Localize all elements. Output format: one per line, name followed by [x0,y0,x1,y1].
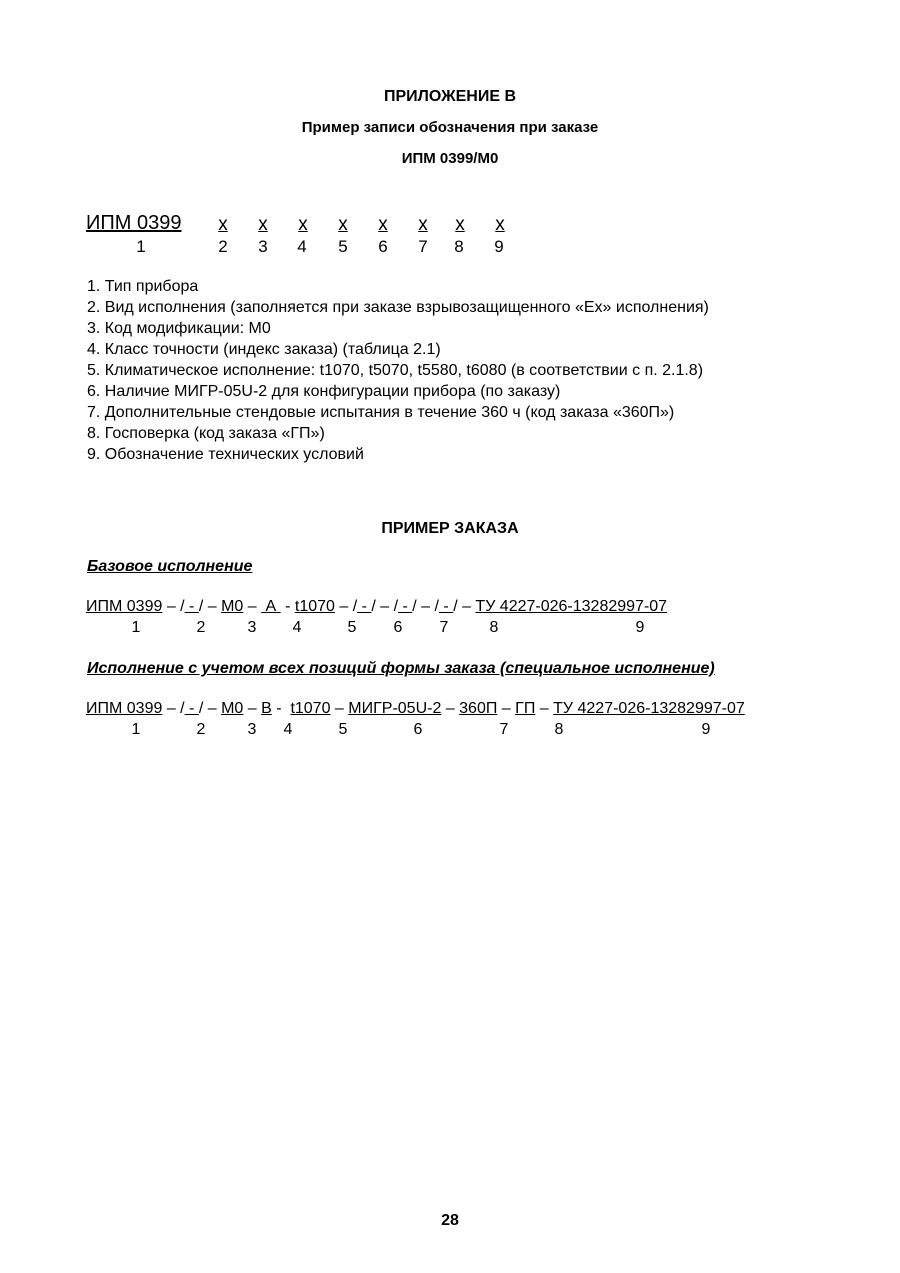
list-item: 8. Госповерка (код заказа «ГП») [87,425,325,442]
scheme-title: ИПМ 0399 [86,212,182,234]
list-item: 4. Класс точности (индекс заказа) (таблица 2.1) [87,341,441,358]
scheme-number: 8 [454,237,464,256]
position-number: 6 [413,721,423,738]
order-example-title: ПРИМЕР ЗАКАЗА [381,520,519,537]
list-item: 3. Код модификации: М0 [87,320,271,337]
position-number: 4 [292,619,302,636]
list-item: 5. Климатическое исполнение: t1070, t5070, t5580, t6080 (в соответствии с п. 2.1.8) [87,362,704,379]
position-number: 3 [247,721,257,738]
scheme-placeholder: х [378,214,388,235]
position-number: 1 [131,721,141,738]
scheme-number: 7 [418,237,428,256]
scheme-placeholder: х [418,214,428,235]
position-number: 9 [701,721,711,738]
appendix-subtitle: Пример записи обозначения при заказе [301,119,599,136]
scheme-number: 2 [218,237,228,256]
position-number: 8 [554,721,564,738]
position-number: 5 [347,619,357,636]
scheme-number: 4 [297,237,307,256]
position-number: 7 [499,721,509,738]
scheme-placeholder: х [338,214,348,235]
scheme-number: 5 [338,237,348,256]
model-designation: ИПМ 0399/М0 [401,150,499,167]
list-item: 9. Обозначение технических условий [87,446,364,463]
appendix-title: ПРИЛОЖЕНИЕ В [384,88,516,105]
position-number: 4 [283,721,293,738]
scheme-placeholder: х [218,214,228,235]
position-number: 6 [393,619,403,636]
scheme-number: 6 [378,237,388,256]
scheme-number: 3 [258,237,268,256]
basic-order-line: ИПМ 0399 – / - / – М0 – А - t1070 – / - / – / - / – / - / – ТУ 4227-026-13282997-07 [86,598,668,615]
basic-heading: Базовое исполнение [87,558,253,575]
list-item: 6. Наличие МИГР-05U-2 для конфигурации прибора (по заказу) [87,383,561,400]
positions-list [87,276,709,465]
scheme-placeholder: х [298,214,308,235]
list-item: 2. Вид исполнения (заполняется при заказе взрывозащищенного «Ех» исполнения) [87,299,709,316]
position-number: 8 [489,619,499,636]
list-item: 1. Тип прибора [87,278,199,295]
list-item: 7. Дополнительные стендовые испытания в течение 360 ч (код заказа «360П») [87,404,675,421]
position-number: 9 [635,619,645,636]
special-order-line: ИПМ 0399 – / - / – М0 – В - t1070 – МИГР-05U-2 – 360П – ГП – ТУ 4227-026-13282997-07 [86,700,745,717]
page-number: 28 [441,1212,459,1229]
position-number: 2 [196,619,206,636]
position-number: 2 [196,721,206,738]
scheme-number: 1 [136,237,146,256]
position-number: 7 [439,619,449,636]
position-number: 5 [338,721,348,738]
scheme-placeholder: х [495,214,505,235]
scheme-placeholder: х [258,214,268,235]
special-heading: Исполнение с учетом всех позиций формы заказа (специальное исполнение) [87,660,715,677]
scheme-placeholder: х [455,214,465,235]
scheme-number: 9 [494,237,504,256]
position-number: 3 [247,619,257,636]
position-number: 1 [131,619,141,636]
